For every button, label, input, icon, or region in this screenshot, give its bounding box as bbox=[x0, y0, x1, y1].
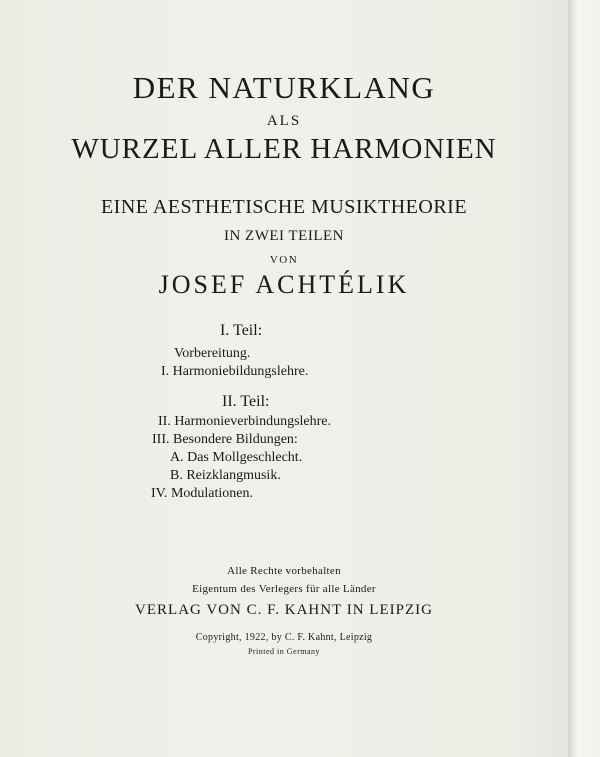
toc-item: II. Harmonieverbindungslehre. bbox=[158, 414, 331, 429]
subtitle-line-1: EINE AESTHETISCHE MUSIKTHEORIE bbox=[100, 196, 468, 218]
title-line-2: WURZEL ALLER HARMONIEN bbox=[71, 133, 497, 165]
author-name: JOSEF ACHTÉLIK bbox=[158, 270, 410, 299]
property-notice: Eigentum des Verlegers für alle Länder bbox=[192, 583, 376, 595]
title-connector: ALS bbox=[266, 113, 302, 129]
rights-notice: Alle Rechte vorbehalten bbox=[227, 565, 341, 577]
title-line-1: DER NATURKLANG bbox=[132, 70, 436, 105]
toc-item: I. Harmoniebildungslehre. bbox=[161, 364, 309, 379]
page-edge bbox=[568, 0, 600, 757]
copyright-line: Copyright, 1922, by C. F. Kahnt, Leipzig bbox=[195, 632, 373, 643]
toc-item: Vorbereitung. bbox=[174, 346, 251, 361]
toc-subitem: A. Das Mollgeschlecht. bbox=[170, 450, 303, 465]
by-label: VON bbox=[269, 254, 299, 266]
part-1-heading: I. Teil: bbox=[220, 322, 263, 339]
part-2-heading: II. Teil: bbox=[222, 393, 270, 410]
publisher-line: VERLAG VON C. F. KAHNT IN LEIPZIG bbox=[135, 602, 433, 618]
toc-item: III. Besondere Bildungen: bbox=[152, 432, 298, 447]
toc-subitem: B. Reizklangmusik. bbox=[170, 468, 281, 483]
toc-item: IV. Modulationen. bbox=[151, 486, 254, 501]
printed-in-line: Printed in Germany bbox=[247, 647, 321, 656]
subtitle-line-2: IN ZWEI TEILEN bbox=[223, 228, 344, 244]
